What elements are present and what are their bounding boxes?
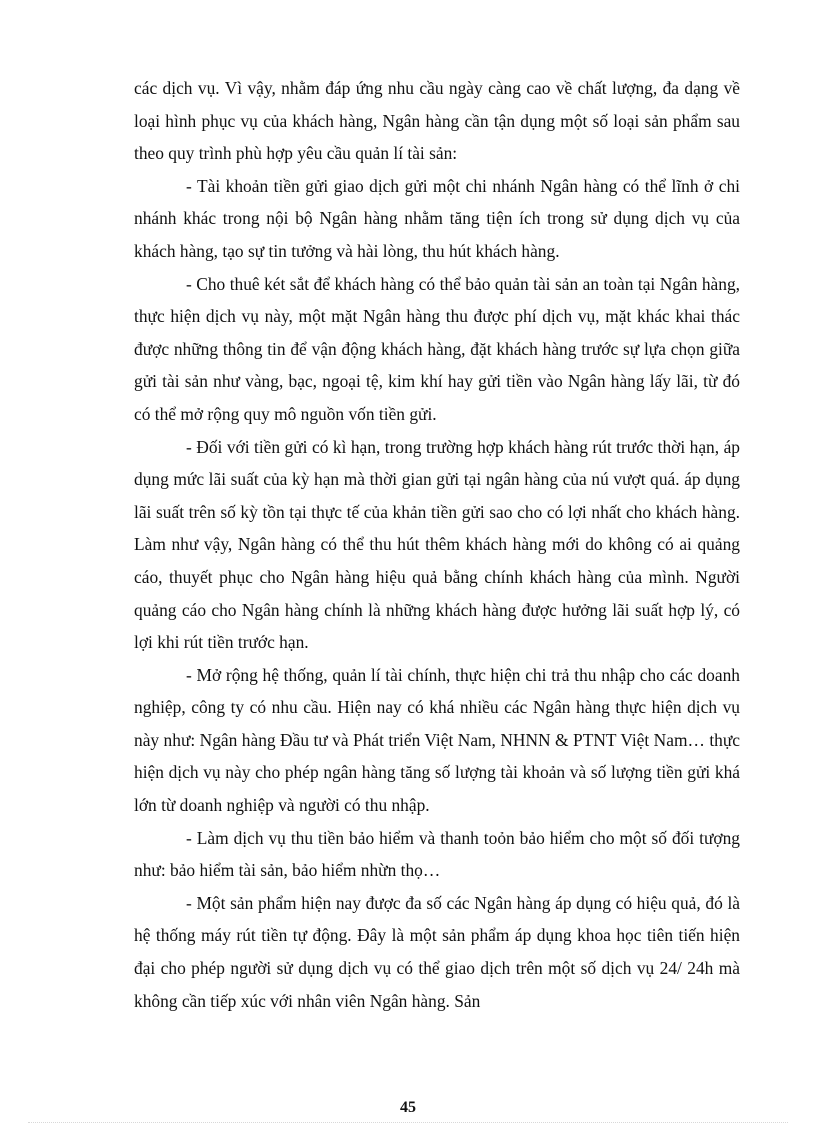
paragraph-insurance-service: - Làm dịch vụ thu tiền bảo hiểm và thanh toỏn bảo hiểm cho một số đối tượng như: bảo hiểm tài sản, bảo hiểm nhừn thọ… bbox=[134, 827, 740, 881]
paragraph-term-deposit: - Đối với tiền gửi có kì hạn, trong trường hợp khách hàng rút trước thời hạn, áp dụng mức lãi suất của kỳ hạn mà thời gian gửi tại ngân hàng của nú vượt quá. áp dụng lãi suất trên số kỳ tồn tại thực tế của khản tiền gửi sao cho có lợi nhất cho khách hàng. Làm như vậy, Ngân hàng có thể thu hút thêm khách hàng mới do không có ai quảng cáo, thuyết phục cho Ngân hàng hiệu quả bằng chính khách hàng của mình. Người quảng cáo cho Ngân hàng chính là những khách hàng được hưởng lãi suất hợp lý, có lợi khi rút tiền trước hạn. bbox=[134, 436, 740, 653]
page-number: 45 bbox=[400, 1099, 416, 1116]
paragraph-atm-system: - Một sản phẩm hiện nay được đa số các Ngân hàng áp dụng có hiệu quả, đó là hệ thống máy rút tiền tự động. Đây là một sản phẩm áp dụng khoa học tiên tiến hiện đại cho phép người sử dụng dịch vụ có thể giao dịch trên một số dịch vụ 24/ 24h mà không cần tiếp xúc với nhân viên Ngân hàng. Sản bbox=[134, 892, 740, 1011]
paragraph-deposit-account: - Tài khoản tiền gửi giao dịch gửi một chi nhánh Ngân hàng có thể lĩnh ở chi nhánh khác trong nội bộ Ngân hàng nhằm tăng tiện ích trong sử dụng dịch vụ của khách hàng, tạo sự tin tưởng và hài lòng, thu hút khách hàng. bbox=[134, 175, 740, 261]
page-body bbox=[134, 72, 740, 1017]
paragraph-financial-management: - Mở rộng hệ thống, quản lí tài chính, thực hiện chi trả thu nhập cho các doanh nghiệp, công ty có nhu cầu. Hiện nay có khá nhiều các Ngân hàng thực hiện dịch vụ này như: Ngân hàng Đầu tư và Phát triển Việt Nam, NHNN & PTNT Việt Nam… thực hiện dịch vụ này cho phép ngân hàng tăng số lượng tài khoản và số lượng tiền gửi khá lớn từ doanh nghiệp và người có thu nhập. bbox=[134, 664, 740, 816]
paragraph-safe-deposit: - Cho thuê két sắt để khách hàng có thể bảo quản tài sản an toàn tại Ngân hàng, thực hiện dịch vụ này, một mặt Ngân hàng thu được phí dịch vụ, mặt khác khai thác được những thông tin để vận động khách hàng, đặt khách hàng trước sự lựa chọn giữa gửi tài sản như vàng, bạc, ngoại tệ, kim khí hay gửi tiền vào Ngân hàng lấy lãi, từ đó có thể mở rộng quy mô nguồn vốn tiền gửi. bbox=[134, 273, 740, 424]
paragraph-continuation: các dịch vụ. Vì vậy, nhằm đáp ứng nhu cầu ngày càng cao về chất lượng, đa dạng về loại hình phục vụ của khách hàng, Ngân hàng cần tận dụng một số loại sản phẩm sau theo quy trình phù hợp yêu cầu quản lí tài sản: bbox=[134, 78, 740, 164]
